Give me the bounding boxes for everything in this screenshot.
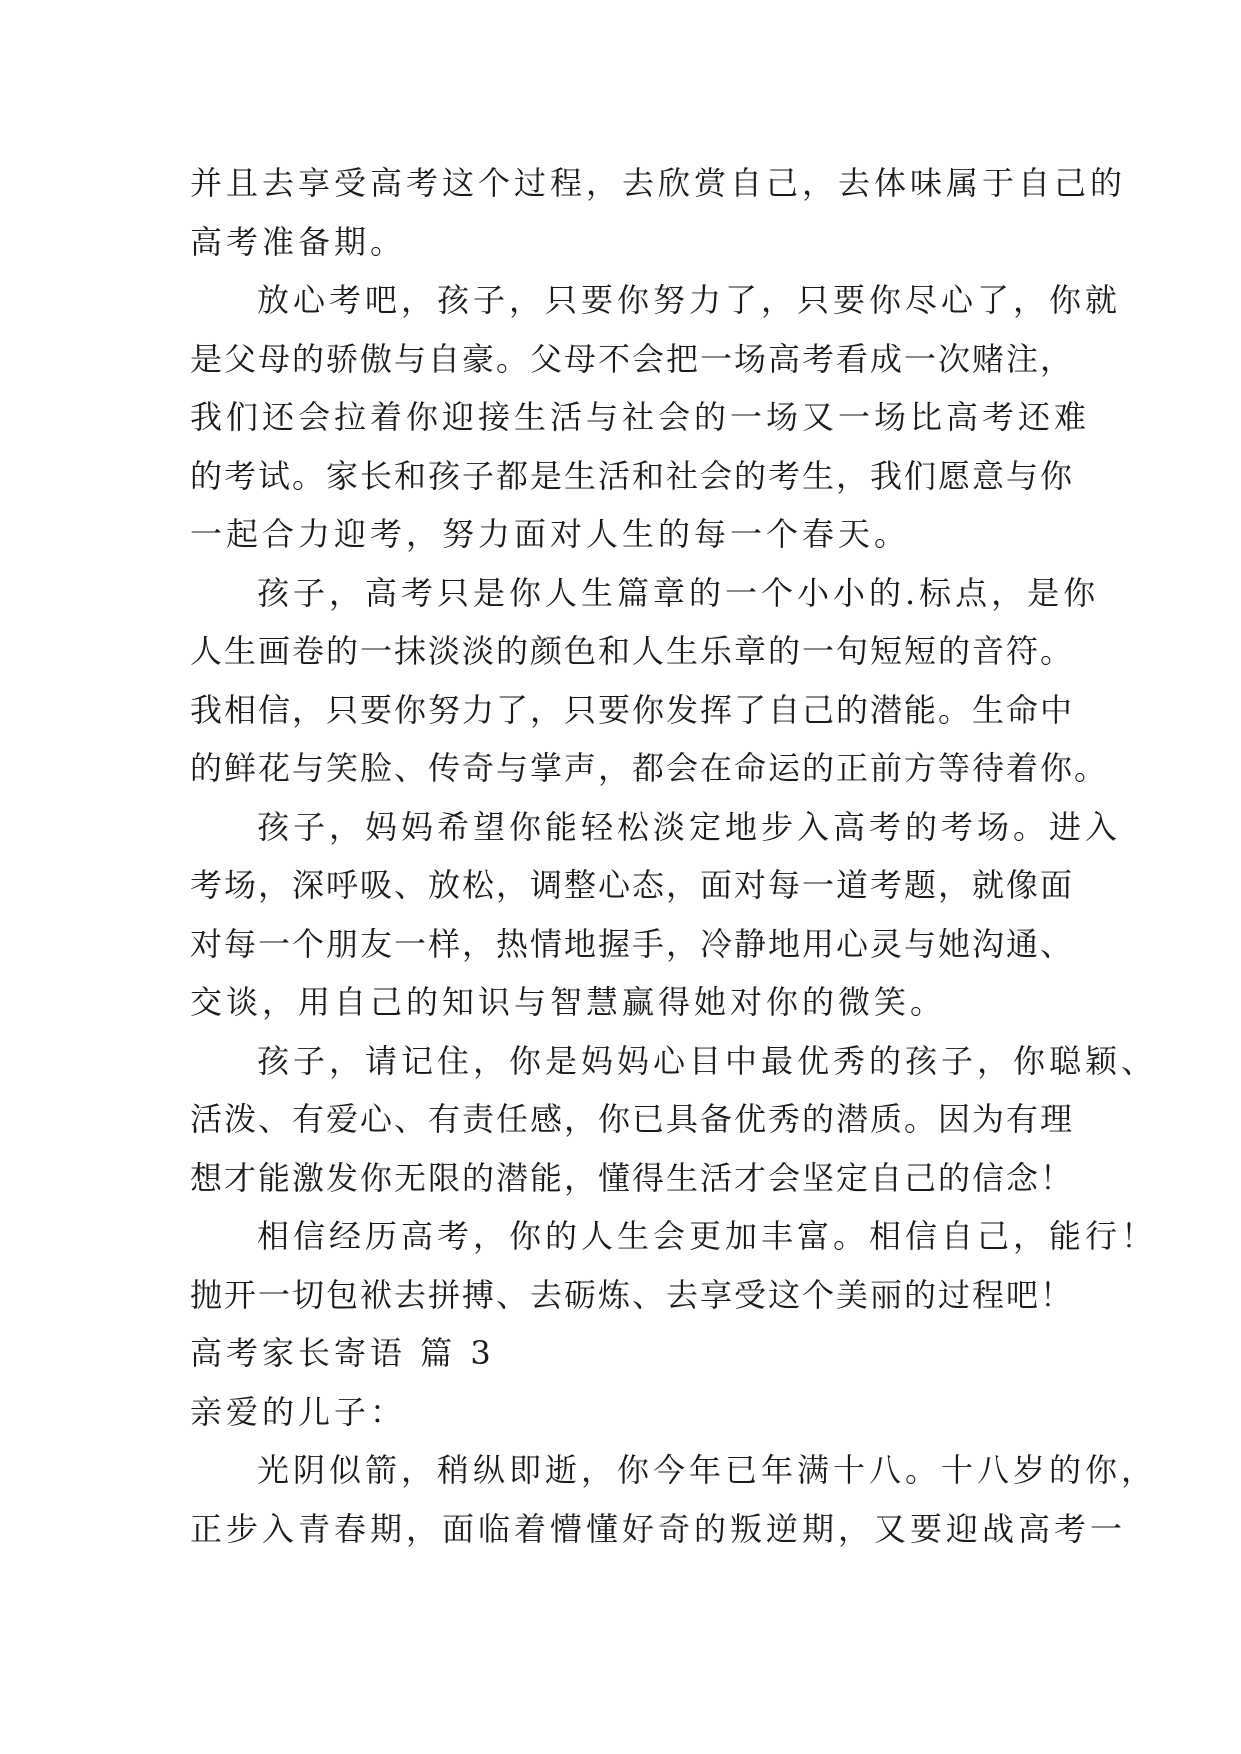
text-line: 交谈，用自己的知识与智慧赢得她对你的微笑。 bbox=[190, 983, 947, 1021]
text-line: 我相信，只要你努力了，只要你发挥了自己的潜能。生命中 bbox=[190, 691, 1075, 729]
text-line: 高考准备期。 bbox=[190, 223, 407, 261]
text-line: 一起合力迎考，努力面对人生的每一个春天。 bbox=[190, 515, 911, 553]
text-line: 的鲜花与笑脸、传奇与掌声，都会在命运的正前方等待着你。 bbox=[190, 749, 1109, 787]
text-line: 我们还会拉着你迎接生活与社会的一场又一场比高考还难 bbox=[190, 398, 1091, 436]
text-line: 的考试。家长和孩子都是生活和社会的考生，我们愿意与你 bbox=[190, 457, 1075, 495]
text-line: 是父母的骄傲与自豪。父母不会把一场高考看成一次赌注， bbox=[190, 340, 1075, 378]
text-line: 孩子，妈妈希望你能轻松淡定地步入高考的考场。进入 bbox=[257, 808, 1122, 846]
text-line: 考场，深呼吸、放松，调整心态，面对每一道考题，就像面 bbox=[190, 866, 1075, 904]
text-line: 孩子，请记住，你是妈妈心目中最优秀的孩子，你聪颖、 bbox=[257, 1042, 1158, 1080]
text-line: 孩子，高考只是你人生篇章的一个小小的.标点，是你 bbox=[257, 574, 1100, 612]
text-line: 正步入青春期，面临着懵懂好奇的叛逆期，又要迎战高考一 bbox=[190, 1510, 1127, 1548]
text-line: 想才能激发你无限的潜能，懂得生活才会坚定自己的信念！ bbox=[190, 1159, 1075, 1197]
text-line: 抛开一切包袱去拼搏、去砺炼、去享受这个美丽的过程吧！ bbox=[190, 1276, 1075, 1314]
text-line: 人生画卷的一抹淡淡的颜色和人生乐章的一句短短的音符。 bbox=[190, 632, 1075, 670]
section-heading: 高考家长寄语 篇 3 bbox=[190, 1334, 495, 1372]
text-line: 光阴似箭，稍纵即逝，你今年已年满十八。十八岁的你， bbox=[257, 1451, 1158, 1489]
text-line: 相信经历高考，你的人生会更加丰富。相信自己，能行！ bbox=[257, 1217, 1158, 1255]
text-line: 活泼、有爱心、有责任感，你已具备优秀的潜质。因为有理 bbox=[190, 1100, 1075, 1138]
text-line: 对每一个朋友一样，热情地握手，冷静地用心灵与她沟通、 bbox=[190, 925, 1075, 963]
text-line: 放心考吧，孩子，只要你努力了，只要你尽心了，你就 bbox=[257, 281, 1122, 319]
salutation: 亲爱的儿子： bbox=[190, 1393, 407, 1431]
text-line: 并且去享受高考这个过程，去欣赏自己，去体味属于自己的 bbox=[190, 164, 1127, 202]
